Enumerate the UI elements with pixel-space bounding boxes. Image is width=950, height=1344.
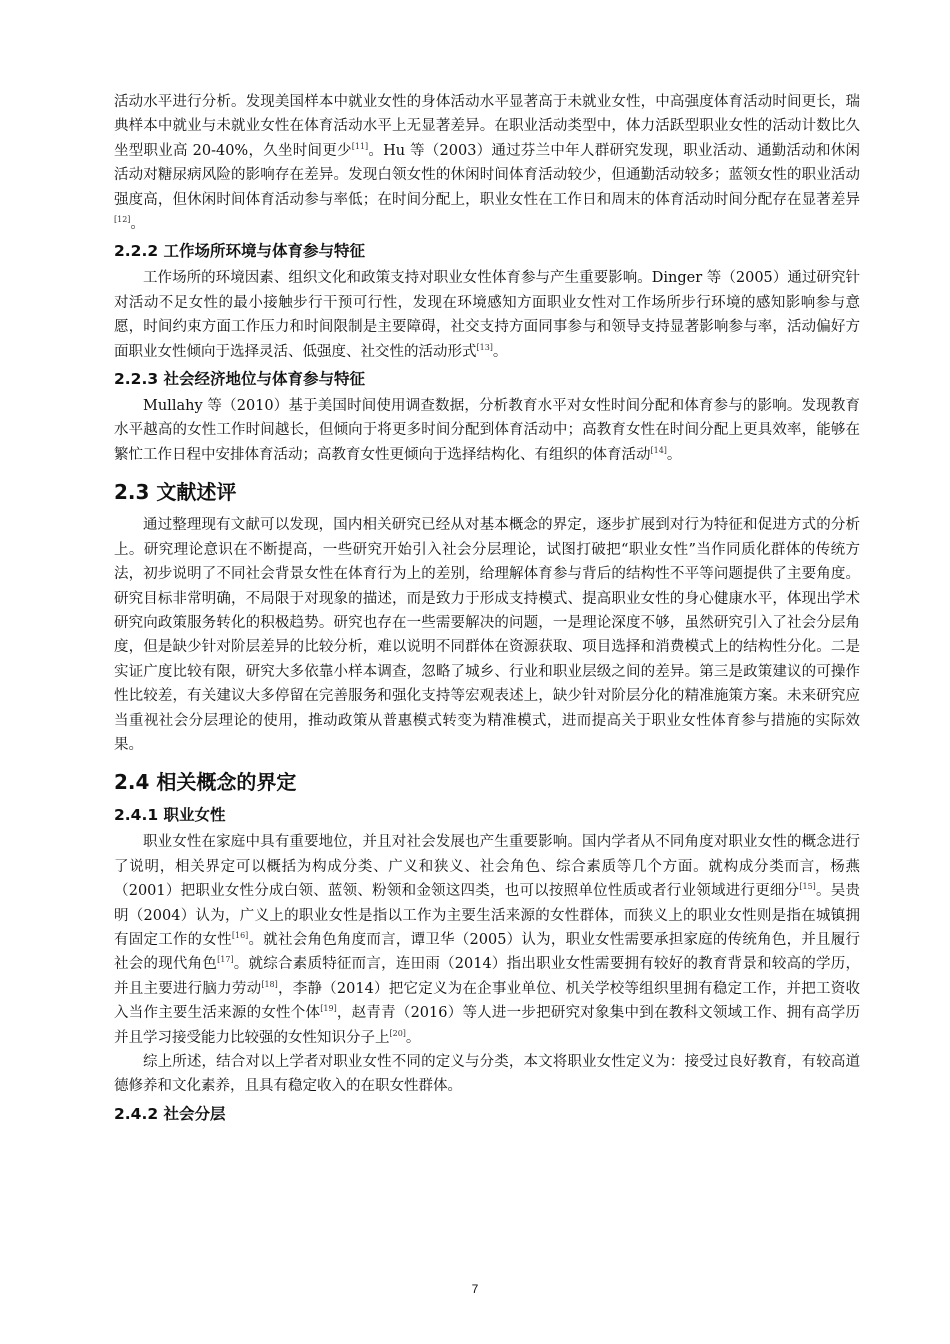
paragraph-text: ，赵青青（2016）等人进一步把研究对象集中到在教科文领域工作、拥有高学历并且学习接受能力比较强的女性知识分子上	[114, 1005, 860, 1046]
paragraph-text: 活动水平进行分析。发现美国样本中就业女性的身体活动水平显著高于未就业女性，中高强度体育活动时间更长，瑞典样本中就业与未就业女性在体育活动水平上无显著差异。在职业活动类型中，体力活跃型职业女性的活动计数比久坐型职业高 20-40%，久坐时间更少	[114, 94, 860, 159]
citation-ref[interactable]: [20]	[389, 1028, 406, 1038]
citation-ref[interactable]: [12]	[114, 215, 131, 225]
citation-ref[interactable]: [13]	[476, 342, 493, 352]
paragraph-text: 。	[492, 343, 508, 360]
citation-ref[interactable]: [11]	[351, 141, 369, 151]
paragraph-text: ，李静（2014）把它定义为在企事业单位、机关学校等组织里拥有稳定工作，并把工资收入当作主要生活来源的女性个体	[114, 980, 860, 1022]
paragraph-text: 。	[405, 1029, 421, 1046]
page-number: 7	[471, 1282, 479, 1296]
paragraph-text: 工作场所的环境因素、组织文化和政策支持对职业女性体育参与产生重要影响。Dinger 等（2005）通过研究针对活动不足女性的最小接触步行干预可行性，发现在环境感知方面职业女性对工作场所步行环境的感知影响参与意愿，时间约束方面工作压力和时间限制是主要障碍，社交支持方面同事参与和领导支持显著影响参与率，活动偏好方面职业女性倾向于选择灵活、低强度、社交性的活动形式	[114, 270, 860, 360]
paragraph-socioeconomic	[114, 394, 860, 467]
section-heading-2-2-2: 2.2.2 工作场所环境与体育参与特征	[114, 242, 366, 261]
paragraph-summary-definition: 综上所述，结合对以上学者对职业女性不同的定义与分类，本文将职业女性定义为：接受过良好教育，有较高道德修养和文化素养，且具有稳定收入的在职女性群体。	[114, 1054, 860, 1095]
paragraph-text: 职业女性在家庭中具有重要地位，并且对社会发展也产生重要影响。国内学者从不同角度对职业女性的概念进行了说明，相关界定可以概括为构成分类、广义和狭义、社会角色、综合素质等几个方面。就构成分类而言，杨燕（2001）把职业女性分成白领、蓝领、粉领和金领这四类，也可以按照单位性质或者行业领域进行更细分	[114, 834, 860, 900]
paragraph-activity-level	[114, 90, 860, 236]
citation-ref[interactable]: [18]	[261, 979, 278, 989]
section-heading-2-2-3: 2.2.3 社会经济地位与体育参与特征	[114, 370, 366, 389]
section-heading-2-3: 2.3 文献述评	[114, 480, 237, 505]
paragraph-text: 。吴贵明（2004）认为，广义上的职业女性是指以工作为主要生活来源的女性群体，而狭义上的职业女性则是指在城镇拥有固定工作的女性	[114, 883, 860, 948]
page-content	[114, 90, 860, 1129]
paragraph-literature-review: 通过整理现有文献可以发现，国内相关研究已经从对基本概念的界定，逐步扩展到对行为特征和促进方式的分析上。研究理论意识在不断提高，一些研究开始引入社会分层理论，试图打破把“职业女性”当作同质化群体的传统方法，初步说明了不同社会背景女性在体育行为上的差别，给理解体育参与背后的结构性不平等问题提供了主要角度。研究目标非常明确，不局限于对现象的描述，而是致力于形成支持模式、提高职业女性的身心健康水平，体现出学术研究向政策服务转化的积极趋势。研究也存在一些需要解决的问题，一是理论深度不够，虽然研究引入了社会分层角度，但是缺少针对阶层差异的比较分析，难以说明不同群体在资源获取、项目选择和消费模式上的结构性分化。二是实证广度比较有限，研究大多依靠小样本调查，忽略了城乡、行业和职业层级之间的差异。第三是政策建议的可操作性比较差，有关建议大多停留在完善服务和强化支持等宏观表述上，缺少针对阶层分化的精准施策方案。未来研究应当重视社会分层理论的使用，推动政策从普惠模式转变为精准模式，进而提高关于职业女性体育参与措施的实际效果。	[114, 517, 860, 753]
citation-ref[interactable]: [14]	[650, 446, 667, 456]
paragraph-text: Mullahy 等（2010）基于美国时间使用调查数据，分析教育水平对女性时间分配和体育参与的影响。发现教育水平越高的女性工作时间越长，但倾向于将更多时间分配到体育活动中；高教育女性在时间分配上更具效率，能够在繁忙工作日程中安排体育活动；高教育女性更倾向于选择结构化、有组织的体育活动	[114, 398, 860, 463]
paragraph-text: 。	[666, 446, 682, 463]
section-heading-2-4-1: 2.4.1 职业女性	[114, 806, 226, 825]
citation-ref[interactable]: [17]	[217, 955, 234, 965]
paragraph-text: 。就综合素质特征而言，连田雨（2014）指出职业女性需要拥有较好的教育背景和较高的学历，并且主要进行脑力劳动	[114, 956, 861, 997]
paragraph-career-women-definitions	[114, 830, 860, 1050]
citation-ref[interactable]: [19]	[320, 1004, 337, 1014]
paragraph-text: 。就社会角色角度而言，谭卫华（2005）认为，职业女性需要承担家庭的传统角色，并且履行社会的现代角色	[114, 931, 861, 973]
citation-ref[interactable]: [15]	[799, 882, 816, 892]
section-heading-2-4: 2.4 相关概念的界定	[114, 770, 297, 795]
section-heading-2-4-2: 2.4.2 社会分层	[114, 1104, 226, 1123]
paragraph-text: 。Hu 等（2003）通过芬兰中年人群研究发现，职业活动、通勤活动和休闲活动对糖尿病风险的影响存在差异。发现白领女性的休闲时间体育活动较少，但通勤活动较多；蓝领女性的职业活动强度高，但休闲时间体育活动参与率低；在时间分配上，职业女性在工作日和周末的体育活动时间分配存在显著差异	[114, 142, 860, 208]
citation-ref[interactable]: [16]	[231, 931, 249, 941]
paragraph-text: 。	[130, 216, 145, 233]
paragraph-workplace	[114, 266, 860, 364]
